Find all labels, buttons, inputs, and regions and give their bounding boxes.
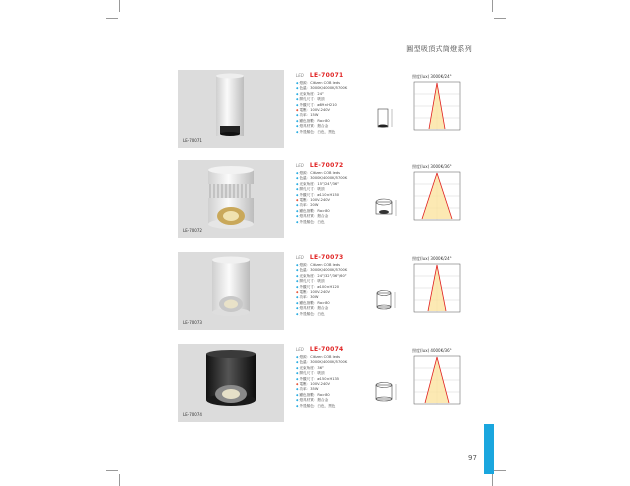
crop-mark [106,470,118,471]
dimension-drawing [372,288,402,314]
spec-item: ◆ 色溫：3000K/4000K/5700K [296,360,386,365]
beam-cone-graphic [412,355,464,407]
beam-cone-graphic [412,263,464,315]
product-photo [178,252,284,330]
spec-item: ◆ 燈具材質：鋁合金 [296,214,386,219]
downlight-illustration [178,70,284,148]
spec-item: ◆ 開孔尺寸：吸頂 [296,279,386,284]
crop-mark [119,0,120,12]
downlight-illustration [178,252,284,330]
dimension-drawing [372,380,402,406]
brand-logo: LED [296,346,304,352]
spec-item: ◆ 顯色指數：Ra>80 [296,119,386,124]
spec-item: ◆ 外殼顏色：白色 [296,220,386,225]
spec-item: ◆ 燈源：Citizen COB leds [296,263,386,268]
spec-item: ◆ 燈具材質：鋁合金 [296,306,386,311]
spec-item: ◆ 燈具材質：鋁合金 [296,398,386,403]
spec-item: ◆ 電壓：100V-240V [296,382,386,387]
spec-item: ◆ 色溫：3000K/4000K/5700K [296,176,386,181]
downlight-illustration [178,344,284,422]
chart-title: 照度(lux) 3000K/36° [412,164,452,169]
crop-mark [492,0,493,12]
spec-item: ◆ 功率：15W [296,113,386,118]
crop-mark [106,18,118,19]
product-photo [178,70,284,148]
spec-item: ◆ 光束角度：24° [296,92,386,97]
spec-item: ◆ 光束角度：36° [296,366,386,371]
downlight-illustration [178,160,284,238]
spec-item: ◆ 外觀尺寸：ø150×H135 [296,377,386,382]
illuminance-chart [412,164,464,224]
spec-item: ◆ 色溫：3000K/4000K/5700K [296,268,386,273]
spec-item: ◆ 電壓：100V-240V [296,108,386,113]
spec-item: ◆ 燈具材質：鋁合金 [296,124,386,129]
page-number: 97 [468,454,477,462]
brand-logo: LED [296,162,304,168]
brand-logo: LED [296,254,304,260]
spec-item: ◆ 燈源：Citizen COB leds [296,81,386,86]
page-tab-marker [484,424,494,474]
spec-item: ◆ 外觀尺寸：ø100×H120 [296,285,386,290]
spec-item: ◆ 功率：20W [296,203,386,208]
spec-item: ◆ 燈源：Citizen COB leds [296,355,386,360]
photo-model-label: LE-70071 [183,138,202,143]
spec-item: ◆ 外觀尺寸：ø89×H210 [296,103,386,108]
product-photo [178,160,284,238]
spec-item: ◆ 燈源：Citizen COB leds [296,171,386,176]
chart-title: 照度(lux) 4000K/36° [412,348,452,353]
chart-title: 照度(lux) 3000K/24° [412,74,452,79]
model-number: LE-70073 [309,253,344,261]
dimension-drawing [372,196,402,222]
spec-item: ◆ 色溫：3000K/4000K/5700K [296,86,386,91]
spec-item: ◆ 外觀尺寸：ø110×H150 [296,193,386,198]
spec-item: ◆ 光束角度：15°/24°/36° [296,182,386,187]
dimension-drawing [372,106,402,132]
product-row [178,344,478,422]
spec-item: ◆ 開孔尺寸：吸頂 [296,97,386,102]
spec-item: ◆ 顯色指數：Ra>80 [296,209,386,214]
spec-item: ◆ 顯色指數：Ra>80 [296,393,386,398]
spec-item: ◆ 外殼顏色：白色、黑色 [296,404,386,409]
spec-item: ◆ 光束角度：24°/32°/36°/60° [296,274,386,279]
product-row [178,70,478,148]
illuminance-chart [412,348,464,408]
crop-mark [492,474,493,486]
spec-item: ◆ 功率：30W [296,295,386,300]
model-number: LE-70072 [309,161,344,169]
beam-cone-graphic [412,81,464,133]
product-row [178,160,478,238]
spec-item: ◆ 開孔尺寸：吸頂 [296,371,386,376]
product-row [178,252,478,330]
crop-mark [494,18,506,19]
spec-item: ◆ 功率：35W [296,387,386,392]
crop-mark [494,470,506,471]
spec-item: ◆ 外殼顏色：白色、黑色 [296,130,386,135]
spec-item: ◆ 顯色指數：Ra>80 [296,301,386,306]
photo-model-label: LE-70074 [183,412,202,417]
spec-item: ◆ 電壓：100V-240V [296,290,386,295]
crop-mark [119,474,120,486]
model-number: LE-70074 [309,345,344,353]
spec-item: ◆ 開孔尺寸：吸頂 [296,187,386,192]
spec-item: ◆ 外殼顏色：白色 [296,312,386,317]
spec-item: ◆ 電壓：100V-240V [296,198,386,203]
beam-cone-graphic [412,171,464,223]
page-title: 圓型吸頂式筒燈系列 [406,45,472,53]
chart-title: 照度(lux) 3000K/24° [412,256,452,261]
photo-model-label: LE-70073 [183,320,202,325]
illuminance-chart [412,74,464,134]
brand-logo: LED [296,72,304,78]
photo-model-label: LE-70072 [183,228,202,233]
model-number: LE-70071 [309,71,344,79]
illuminance-chart [412,256,464,316]
product-photo [178,344,284,422]
